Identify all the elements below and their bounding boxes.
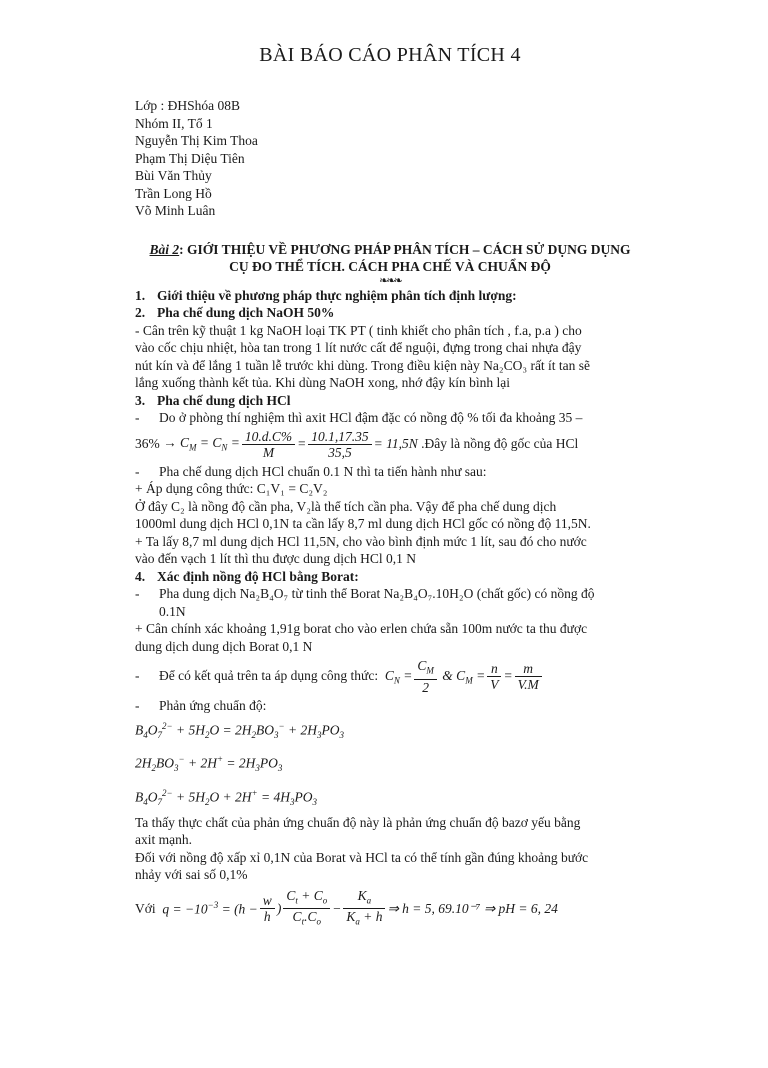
ph-equation: Với $q = -10^{-3} = (h$ − $\frac{w}{h}$ ) $\frac{C_t + C_o}{C_t.C_o}$ − $\frac{K_a}{K_a + h}$ ⇒ h = 5, 69.10⁻⁷ ⇒ pH = 6, 24 (135, 887, 558, 928)
section-4-conclusion: Ta thấy thực chất của phản ứng chuẩn độ này là phản ứng chuẩn độ bazơ yếu bằng axit mạnh. Đối với nồng độ xấp xỉ 0,1N của Borat và HCl ta có thể tính gần đúng khoảng bước nhảy với sai số 0,1% (135, 814, 589, 883)
section-1-heading: 1. Giới thiệu về phương pháp thực nghiệm phân tích định lượng: (135, 287, 517, 303)
lesson-title-line2: CỤ ĐO THỂ TÍCH. CÁCH PHA CHẾ VÀ CHUẨN ĐỘ (229, 258, 551, 274)
member-name: Trần Long Hồ (135, 185, 212, 201)
section-3-bullet: - Pha chế dung dịch HCl chuẩn 0.1 N thì ta tiến hành như sau: (135, 463, 487, 479)
section-2-body: - Cân trên kỹ thuật 1 kg NaOH loại TK PT ( tinh khiết cho phân tích , f.a, p.a ) cho vào cốc chịu nhiệt, hòa tan trong 1 lít nước cất để nguội, đựng trong chai nhựa đậy nút kín và để lắng 1 tuần lễ trước khi dùng. Trong điều kiện này Na₂CO₃ rất ít tan sẽ lắng xuống thành kết tủa. Khi dùng NaOH xong, nhớ đậy kín bình lại (135, 322, 591, 390)
lesson-title-line1: GIỚI THIỆU VỀ PHƯƠNG PHÁP PHÂN TÍCH – CÁCH SỬ DỤNG DỤNG (187, 241, 631, 257)
lesson-heading: Bài 2: GIỚI THIỆU VỀ PHƯƠNG PHÁP PHÂN TÍCH – CÁCH SỬ DỤNG DỤNG CỤ ĐO THỂ TÍCH. CÁCH PHA CHẾ VÀ CHUẨN ĐỘ (135, 241, 645, 275)
lesson-label: Bài 2 (149, 241, 180, 257)
member-name: Nguyễn Thị Kim Thoa (135, 133, 258, 148)
member-name: Bùi Văn Thủy (135, 168, 212, 183)
formula-line: - Để có kết quả trên ta áp dụng công thức: $C_N$ = $\frac{C_M}{2}$ & $C_M$ = $\frac{n}{V}$ = $\frac{m}{V.M}$ (135, 658, 645, 695)
document-page (0, 44, 768, 1068)
class-line: Lớp : ĐHShóa 08B (135, 98, 241, 113)
section-3-heading: 3. Pha chế dung dịch HCl (135, 392, 291, 408)
group-line: Nhóm II, Tổ 1 (135, 115, 213, 131)
member-name: Võ Minh Luân (135, 203, 216, 218)
section-4-body: + Cân chính xác khoảng 1,91g borat cho vào erlen chứa sẵn 100m nước ta thu được dung dịch dung dịch Borat 0,1 N (135, 621, 588, 654)
section-3-body: + Áp dụng công thức: C₁V₁ = C₂V₂ Ở đây C₂ là nồng độ cần pha, V₂là thể tích cần pha. Vậy để pha chế dung dịch 1000ml dung dịch HCl 0,1N ta cần lấy 8,7 ml dung dịch HCl gốc có nồng độ 11,5N. + Ta lấy 8,7 ml dung dịch HCl 11,5N, cho vào bình định mức 1 lít, sau đó cho nước vào đến vạch 1 lít thì thu được dung dịch HCl 0,1 N (135, 481, 591, 566)
section-4-heading: 4. Xác định nồng độ HCl bằng Borat: (135, 568, 359, 584)
section-4-bullet: - Phản ứng chuẩn độ: (135, 697, 267, 713)
concentration-equation: 36% → $C_M = C_N$ = $\frac{10.d.C\%}{M}$ = $\frac{10.1,17.35}{35,5}$ = 11,5N .Đây là nồng độ gốc của HCl (135, 428, 579, 460)
student-info (135, 97, 645, 220)
ornament-divider: ❧❧❧ (379, 274, 401, 287)
section-3-bullet: - Do ở phòng thí nghiệm thì axit HCl đậm đặc có nồng độ % tối đa khoảng 35 – (135, 410, 583, 425)
reaction-equations: $B_4O_7^{2-} + 5H_2O = 2H_2BO_3^- + 2H_3PO_3$ $2H_2BO_3^- + 2H^+ = 2H_3PO_3$ $B_4O_7^{2-} + 5H_2O + 2H^+ = 4H_3PO_3$ (135, 721, 344, 807)
member-name: Phạm Thị Diệu Tiên (135, 150, 245, 166)
section-4-bullet-cont: 0.1N (159, 603, 186, 619)
section-2-heading: 2. Pha chế dung dịch NaOH 50% (135, 305, 335, 320)
page-title: BÀI BÁO CÁO PHÂN TÍCH 4 (259, 44, 521, 66)
section-4-bullet: - Pha dung dịch Na₂B₄O₇ từ tinh thể Borat Na₂B₄O₇.10H₂O (chất gốc) có nồng độ (135, 586, 595, 601)
